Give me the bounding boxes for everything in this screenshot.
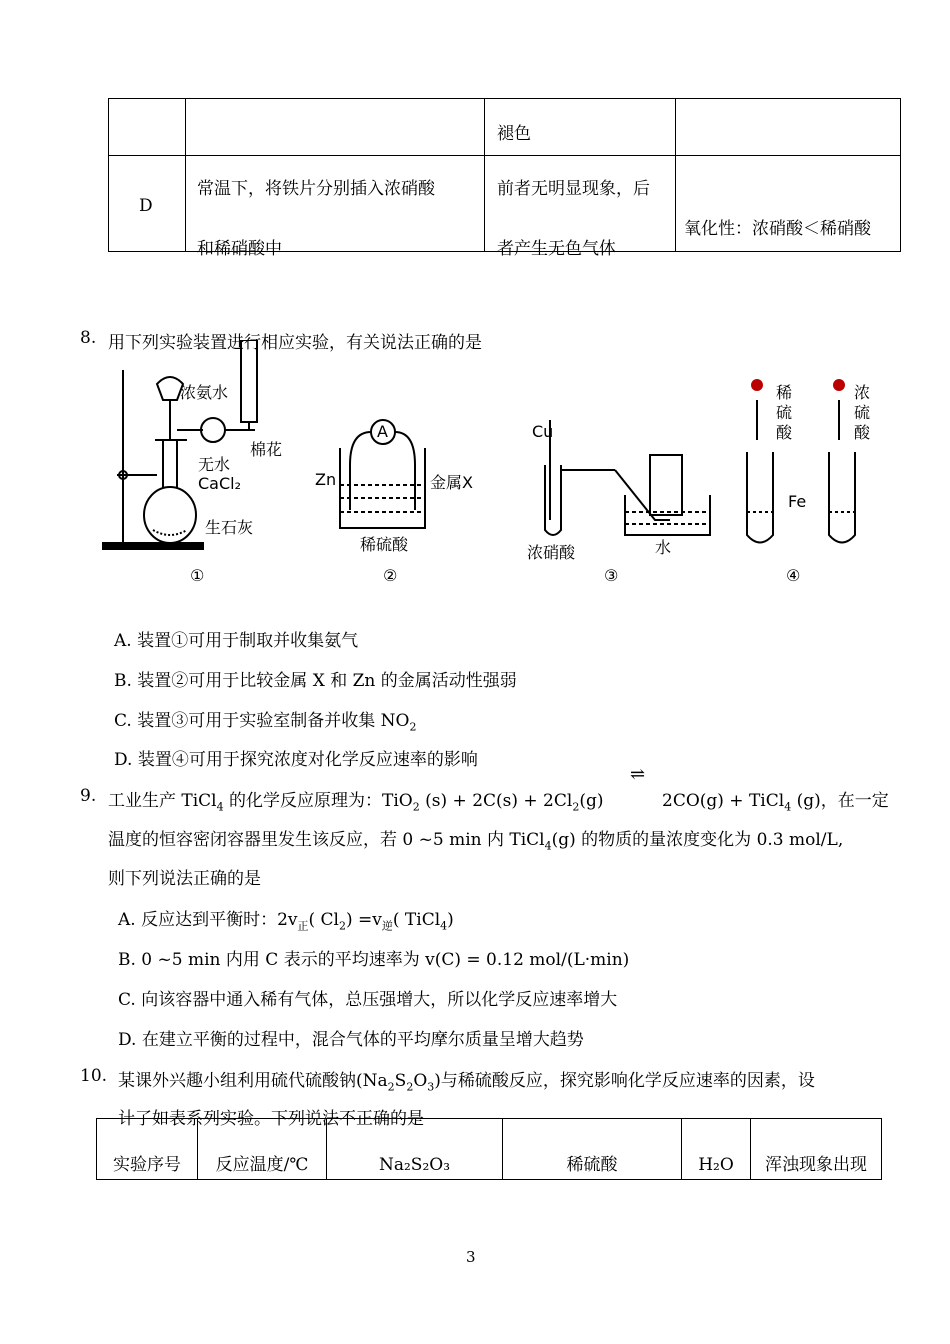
table1-c-operation-cell [186,99,485,156]
label-dilute-2: 硫 [776,403,793,422]
q8-option-d: D. 装置④可用于探究浓度对化学反应速率的影响 [114,750,478,770]
table1-d-label: D [139,196,153,216]
apparatus-3-number: ③ [604,566,619,585]
label-dilute-1: 稀 [776,383,793,402]
label-quicklime: 生石灰 [205,518,254,537]
header-temperature: 反应温度/℃ [198,1119,327,1180]
experiment-table-1 [108,98,901,259]
q8-number: 8. [80,328,97,348]
apparatus-3-drawing [545,420,710,535]
label-fe: Fe [788,492,807,511]
table1-d-conclusion: 氧化性：浓硝酸＜稀硝酸 [684,219,871,239]
table1-c-label-cell [109,99,186,156]
table1-c-observation-cell [485,99,676,156]
q10-number: 10. [80,1066,108,1086]
q9-line3: 则下列说法正确的是 [108,869,261,889]
q9-option-a: A. 反应达到平衡时：$2v_正$( $Cl_2) =v_逆$( TiCl$_4$) [118,910,454,933]
header-dilute-h2so4: 稀硫酸 [503,1119,682,1180]
header-na2s2o3: Na₂S₂O₃ [327,1119,503,1180]
apparatus-1-number: ① [190,566,205,585]
label-conc-3: 酸 [854,423,871,442]
q8-option-b: B. 装置②可用于比较金属 X 和 Zn 的金属活动性强弱 [114,671,517,691]
page-number: 3 [466,1248,476,1266]
experiment-table-2 [96,1118,882,1180]
label-anhydrous: 无水 [198,455,231,474]
header-turbidity: 浑浊现象出现 [751,1119,882,1180]
label-conc-hno3: 浓硝酸 [527,543,576,562]
q8-option-c: C. 装置③可用于实验室制备并收集 $NO_2$ [114,711,417,734]
table1-d-conclusion-cell [676,156,901,252]
header-experiment-no: 实验序号 [97,1119,198,1180]
label-dilute-3: 酸 [776,423,793,442]
header-water: H₂O [682,1119,751,1180]
label-conc-ammonia: 浓氨水 [180,383,229,402]
label-metal-x: 金属X [430,473,473,492]
apparatus-2-number: ② [383,566,398,585]
table1-d-operation-line2: 和稀硝酸中 [197,239,282,259]
q8-stem: 用下列实验装置进行相应实验，有关说法正确的是 [108,333,482,353]
table1-d-observation-line1: 前者无明显现象，后 [497,179,650,199]
apparatus-4-drawing [747,400,855,543]
q10-line1: 某课外兴趣小组利用硫代硫酸钠$(Na_2S_2O_3)$与稀硫酸反应，探究影响化学反应速率的因素，设 [118,1071,815,1094]
label-cotton: 棉花 [250,440,283,459]
q10-line2: 计了如表系列实验。下列说法不正确的是 [118,1109,424,1129]
table1-d-label-cell [109,156,186,252]
table1-d-operation-cell [186,156,485,259]
label-ammeter: A [377,422,388,441]
label-water: 水 [655,538,672,557]
label-dilute-h2so4: 稀硫酸 [360,535,409,554]
q8-option-a: A. 装置①可用于制取并收集氨气 [114,631,359,651]
q9-option-b: B. 0 ~5 min 内用 C 表示的平均速率为 v(C) = 0.12 mol/(L·min) [118,950,630,970]
q9-line2: 温度的恒容密闭容器里发生该反应，若 0 ~5 min 内 TiCl$_4$(g) 的物质的量浓度变化为 0.3 mol/L, [108,830,844,853]
table1-c-observation: 褪色 [497,124,531,144]
label-cacl2: CaCl₂ [198,474,242,493]
q9-option-c: C. 向该容器中通入稀有气体，总压强增大，所以化学反应速率增大 [118,990,618,1010]
q9-number: 9. [80,786,97,806]
q9-option-d: D. 在建立平衡的过程中，混合气体的平均摩尔质量呈增大趋势 [118,1030,584,1050]
label-conc-2: 硫 [854,403,871,422]
label-zn: Zn [315,470,337,489]
equilibrium-arrow: ⇌ [630,764,646,785]
table1-d-observation-line2: 者产生无色气体 [497,239,616,259]
label-cu: Cu [532,422,554,441]
q9-line1-products: 2CO(g) + TiCl$_4$ (g)，在一定 [662,791,889,814]
table1-c-conclusion-cell [676,99,901,156]
table1-d-observation-cell [485,156,676,259]
apparatus-4-number: ④ [786,566,801,585]
table1-d-operation-line1: 常温下，将铁片分别插入浓硝酸 [197,179,435,199]
label-conc-1: 浓 [854,383,871,402]
q9-line1: 工业生产 TiCl$_4$ 的化学反应原理为：TiO$_2$ $(s) + 2C(s) + 2Cl_2(g)$ [108,791,604,814]
